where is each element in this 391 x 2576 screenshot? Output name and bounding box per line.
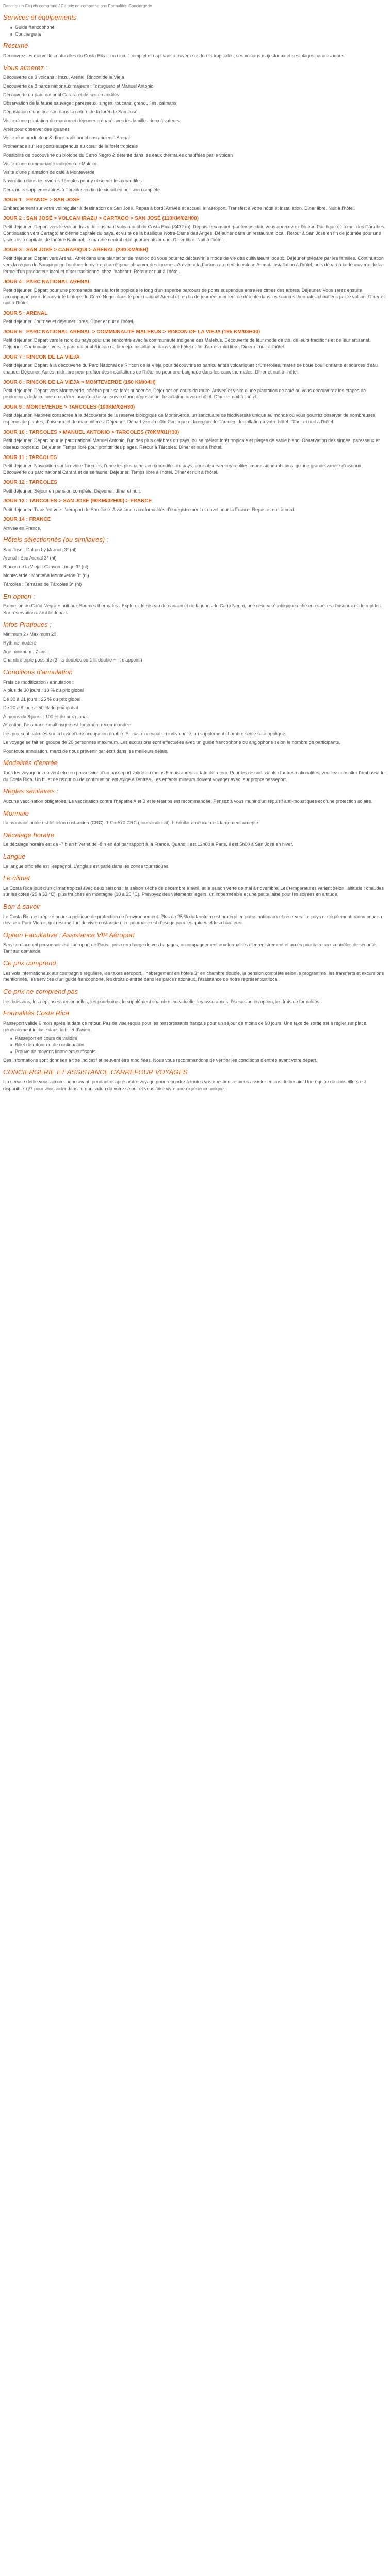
page-root <box>3 3 386 1092</box>
condition-extra: Le voyage se fait en groupe de 20 personnes maximum. Les excursions sont effectuées avec un guide francophone ou anglophone selon le nombre de participants. <box>3 739 340 745</box>
condition-item: À plus de 30 jours : 10 % du prix global <box>3 688 84 693</box>
day-text: Petit déjeuner. Départ vers Arenal. Arrêt dans une plantation de manioc où vous pourrez découvrir le mode de vie des cultivateurs locaux. Déjeuner préparé par les familles. Continuation vers la région de Sarapiqui en bordure de rivière et arrêt pour observer des iguanes. Arrivée à la Fortuna au pied du volcan Arenal. Installation à l'hôtel, puis départ à la découverte de la ferme d'un producteur local et dîner traditionnel chez l'habitant. Retour et nuit à l'hôtel. <box>3 256 384 274</box>
day-text: Embarquement sur votre vol régulier à destination de San José. Repas à bord. Arrivée et accueil à l'aéroport. Transfert à votre hôtel et installation. Dîner libre. Nuit à l'hôtel. <box>3 205 355 211</box>
hotel-item: Rincon de la Vieja : Canyon Lodge 3* (nl) <box>3 564 88 570</box>
day-text: Arrivée en France. <box>3 525 42 531</box>
day-text: Petit déjeuner. Départ à la découverte du Parc National de Rincon de la Vieja pour découvrir ses particularités volcaniques : fumerolles, mares de boue bouillonnante et sources d'eau chaude. Déjeuner. Après-midi libre pour profiter des installations de l'hôtel ou pour une baignade dans les eaux thermales. Dîner et nuit à l'hôtel. <box>3 363 378 375</box>
conditions-list <box>3 679 386 755</box>
day-title: JOUR 13 : TARCOLES > SAN JOSÉ (90KM/02H00) > FRANCE <box>3 498 152 504</box>
day-title: JOUR 3 : SAN JOSÉ > CARAPIQUI > ARENAL (230 KM/05H) <box>3 247 149 253</box>
day-title: JOUR 11 : TARCOLES <box>3 454 57 461</box>
langue-text: La langue officielle est l'espagnol. L'anglais est parlé dans les zones touristiques. <box>3 863 170 869</box>
option-text: Excursion au Caño Negro + nuit aux Sources thermales : Explorez le réseau de canaux et de lagunes de Caño Negro, une réserve écologique riche en espèces d'oiseaux et de reptiles. Sur réservation avant le départ. <box>3 603 382 615</box>
day-text: Petit déjeuner. Matinée consacrée à la découverte de la réserve biologique de Monteverde, un sanctuaire de biodiversité unique au monde où vous pourrez observer de nombreuses espèces de plantes, d'oiseaux et de mammifères. Déjeuner. Départ vers la côte Pacifique et la région de Tárcoles. Installation à votre hôtel. Dîner et nuit à l'hôtel. <box>3 413 376 425</box>
resume-title: Résumé <box>3 42 28 50</box>
vous-aimerez-item: Observation de la faune sauvage : paresseux, singes, toucans, grenouilles, caïmans <box>3 100 177 106</box>
day-title: JOUR 2 : SAN JOSÉ > VOLCAN IRAZU > CARTAGO > SAN JOSÉ (110KM/02H00) <box>3 215 199 222</box>
monnaie-title: Monnaie <box>3 809 29 817</box>
conditions-title: Conditions d'annulation <box>3 668 73 676</box>
day-text: Petit déjeuner. Départ vers Monteverde, célèbre pour sa forêt nuageuse. Déjeuner en cours de route. Arrivée et visite d'une plantation de café où vous découvrirez les étapes de production, de la culture du caféier jusqu'à la tasse, suivie d'une dégustation. Installation à votre hôtel. Dîner et nuit à l'hôtel. <box>3 387 366 400</box>
services-item: Conciergerie <box>10 31 386 38</box>
day-text: Petit déjeuner. Départ pour le parc national Manuel Antonio, l'un des plus célèbres du pays, où se mêlent forêt tropicale et plages de sable blanc. Observation des singes, paresseux et oiseaux tropicaux. Déjeuner. Temps libre pour profiter des plages. Retour à Tárcoles. Dîner et nuit à l'hôtel. <box>3 438 380 450</box>
hotel-item: San José : Dalton by Marriott 3* (nl) <box>3 547 77 552</box>
prestation-item: Rythme modéré <box>3 640 37 646</box>
formalites-title: Formalités Costa Rica <box>3 1009 69 1018</box>
day-text: Petit déjeuner. Départ pour une promenade dans la forêt tropicale le long d'un superbe parcours de ponts suspendus entre les cimes des arbres. Déjeuner. Vous serez ensuite accompagné pour découvrir le biotope du Cerro Negro dans le parc national Arenal et, en fin de journée, moment de détente dans les sources thermales chauffées par le volcan. Dîner et nuit à l'hôtel. <box>3 287 385 306</box>
vous-aimerez-item: Visite d'une plantation de café à Monteverde <box>3 170 95 175</box>
vip-option-text: Service d'accueil personnalisé à l'aéroport de Paris : prise en charge de vos bagages, accompagnement aux formalités d'enregistrement et accès prioritaire aux contrôles de sécurité. Tarif sur demande. <box>3 942 377 954</box>
day-title: JOUR 10 : TARCOLES > MANUEL ANTONIO > TARCOLES (70KM/01H30) <box>3 429 180 435</box>
prix-ne-comprend-text: Les boissons, les dépenses personnelles, les pourboires, le supplément chambre individuelle, les assurances, l'excursion en option, les frais de formalités. <box>3 998 321 1004</box>
bon-savoir-text: Le Costa Rica est réputé pour sa politique de protection de l'environnement. Plus de 25 % du territoire est protégé en parcs nationaux et réserves. Le pays est également connu pour sa devise « Pura Vida », qui résume l'art de vivre costaricien. Le pourboire est d'usage pour les guides et les chauffeurs. <box>3 913 382 926</box>
day-title: JOUR 6 : PARC NATIONAL ARENAL > COMMUNAUTÉ MALEKUS > RINCON DE LA VIEJA (195 KM/03H30) <box>3 329 260 335</box>
condition-item: Attention, l'assurance multirisque est fortement recommandée. <box>3 722 132 728</box>
day-title: JOUR 4 : PARC NATIONAL ARENAL <box>3 279 91 285</box>
langue-title: Langue <box>3 853 26 861</box>
vous-aimerez-item: Découverte de 2 parcs nationaux majeurs : Tortuguero et Manuel Antonio <box>3 83 154 89</box>
breadcrumb[interactable]: Description Ce prix comprend / Ce prix ne comprend pas Formalités Conciergerie <box>3 4 152 8</box>
vous-aimerez-item: Visite d'une communauté indigène de Maleku <box>3 161 97 166</box>
prix-comprend-text: Les vols internationaux sur compagnie régulière, les taxes aéroport, l'hébergement en hôtels 3* en chambre double, la pension complète selon le programme, les transferts et excursions mentionnés, les services d'un guide francophone, les droits d'entrée dans les parcs nationaux, l'assistance de notre représentant local. <box>3 970 384 982</box>
day-text: Petit déjeuner. Journée et déjeuner libres. Dîner et nuit à l'hôtel. <box>3 319 134 325</box>
day-title: JOUR 8 : RINCON DE LA VIEJA > MONTEVERDE (180 KM/04H) <box>3 379 156 385</box>
day-text: Petit déjeuner. Navigation sur la rivière Tárcoles, l'une des plus riches en crocodiles du pays, pour observer ces reptiles impressionnants ainsi qu'une grande variété d'oiseaux. Découverte du parc national Carara et de sa faune. Déjeuner. Temps libre à l'hôtel. Dîner et nuit à l'hôtel. <box>3 463 363 475</box>
day-text: Petit déjeuner. Départ vers le nord du pays pour une rencontre avec la communauté indigène des Malekus. Découverte de leur mode de vie, de leurs traditions et de leur artisanat. Déjeuner. Continuation vers le parc national Rincon de la Vieja. Installation dans votre hôtel et fin d'après-midi libre. Dîner et nuit à l'hôtel. <box>3 337 371 350</box>
condition-item: De 20 à 8 jours : 50 % du prix global <box>3 705 78 710</box>
hotels-title: Hôtels sélectionnés (ou similaires) : <box>3 536 109 544</box>
hotel-item: Tárcoles : Terrazas de Tárcoles 3* (nl) <box>3 581 82 587</box>
conciergerie-text: Un service dédié vous accompagne avant, pendant et après votre voyage pour répondre à toutes vos questions et vous assister en cas de besoin. Une équipe de conseillers est disponible 7j/7 pour vous aider dans l'organisation de votre séjour et vous faire vivre une expérience unique. <box>3 1079 366 1091</box>
decalage-text: Le décalage horaire est de -7 h en hiver et de -8 h en été par rapport à la France. Quand il est 12h00 à Paris, il est 5h00 à San José en hiver. <box>3 842 294 848</box>
services-item: Guide francophone <box>10 24 386 31</box>
day-title: JOUR 1 : FRANCE > SAN JOSÉ <box>3 197 80 203</box>
prix-comprend-title: Ce prix comprend <box>3 959 56 968</box>
decalage-title: Décalage horaire <box>3 831 55 839</box>
condition-item: Frais de modification / annulation : <box>3 679 74 685</box>
vous-aimerez-item: Découverte de 3 volcans : Irazu, Arenal, Rincon de la Vieja <box>3 75 124 80</box>
services-title: Services et équipements <box>3 13 77 22</box>
regles-title: Règles sanitaires : <box>3 787 58 795</box>
formalites-list <box>10 1035 386 1055</box>
day-text: Petit déjeuner. Transfert vers l'aéroport de San José. Assistance aux formalités d'enregistrement et envol pour la France. Repas et nuit à bord. <box>3 506 296 512</box>
day-text: Petit déjeuner. Séjour en pension complète. Déjeuner, dîner et nuit. <box>3 488 141 494</box>
vous-aimerez-item: Découverte du parc national Carara et de ses crocodiles <box>3 92 119 97</box>
day-title: JOUR 14 : FRANCE <box>3 517 51 523</box>
formalites-text: Passeport valide 6 mois après la date de retour. Pas de visa requis pour les ressortissants français pour un séjour de moins de 90 jours. Une taxe de sortie est à régler sur place, généralement incluse dans le billet d'avion. <box>3 1020 368 1032</box>
prestations-title: Infos Pratiques : <box>3 620 52 629</box>
modalites-text: Tous les voyageurs doivent être en possession d'un passeport valide au moins 6 mois après la date de retour. Pour les ressortissants d'autres nationalités, veuillez consulter l'ambassade du Costa Rica. Un billet de retour ou de continuation est exigé à l'entrée. Les enfants mineurs doivent voyager avec leur propre passeport. <box>3 770 385 782</box>
day-title: JOUR 5 : ARENAL <box>3 311 48 317</box>
condition-item: De 30 à 21 jours : 25 % du prix global <box>3 697 81 702</box>
option-title: En option : <box>3 592 36 600</box>
vous-aimerez-item: Promenade sur les ponts suspendus au cœur de la forêt tropicale <box>3 144 138 149</box>
hotels-list <box>3 547 386 588</box>
hotel-item: Arenal : Eco Arenal 3* (nl) <box>3 555 57 561</box>
hotel-item: Monteverde : Montaña Monteverde 3* (nl) <box>3 573 89 579</box>
vip-option-title: Option Facultative : Assistance VIP Aéroport <box>3 931 135 939</box>
vous-aimerez-item: Dégustation d'une boisson dans la nature de la forêt de San José <box>3 109 138 115</box>
itinerary <box>3 197 386 532</box>
vous-aimerez-item: Arrêt pour observer des iguanes <box>3 126 70 132</box>
climat-text: Le Costa Rica jouit d'un climat tropical avec deux saisons : la saison sèche de décembre à avril, et la saison verte de mai à novembre. Les températures varient selon l'altitude : chaudes sur les côtes (25 à 33 °C), plus fraîches en montagne (10 à 25 °C). Prévoyez des vêtements légers, un imperméable et une petite laine pour les soirées en altitude. <box>3 885 384 897</box>
conciergerie-title: CONCIERGERIE ET ASSISTANCE CARREFOUR VOYAGES <box>3 1068 188 1076</box>
prestation-item: Age minimum : 7 ans <box>3 649 47 654</box>
modalites-title: Modalités d'entrée <box>3 759 58 767</box>
prestation-item: Minimum 2 / Maximum 20 <box>3 631 57 637</box>
day-title: JOUR 9 : MONTEVERDE > TARCOLES (100KM/02H30) <box>3 404 135 411</box>
vous-aimerez-item: Visite d'une plantation de manioc et déjeuner préparé avec les familles de cultivateurs <box>3 117 180 123</box>
formalites-item: Preuve de moyens financiers suffisants <box>10 1048 386 1055</box>
condition-extra: Pour toute annulation, merci de nous prévenir par écrit dans les meilleurs délais. <box>3 748 169 754</box>
formalites-item: Passeport en cours de validité <box>10 1035 386 1042</box>
prix-ne-comprend-title: Ce prix ne comprend pas <box>3 988 78 996</box>
day-text: Petit déjeuner. Départ vers le volcan Irazu, le plus haut volcan actif du Costa Rica (3432 m). Depuis le sommet, par temps clair, vous apercevrez l'océan Pacifique et la mer des Caraïbes. Continuation vers Cartago, ancienne capitale du pays, et visite de la basilique Notre-Dame des Anges. Déjeuner dans un restaurant local. Retour à San José en fin de journée pour une visite de la capitale : le théâtre National, le marché central et le quartier historique. Dîner libre. Nuit à l'hôtel. <box>3 224 386 243</box>
bon-savoir-title: Bon à savoir <box>3 903 41 911</box>
vous-aimerez-item: Navigation dans les rivières Tárcoles pour y observer les crocodiles <box>3 178 142 184</box>
resume-text: Découvrez les merveilles naturelles du Costa Rica : un circuit complet et captivant à travers ses forêts tropicales, ses volcans majestueux et ses plages paradisiaques. <box>3 53 346 58</box>
regles-text: Aucune vaccination obligatoire. La vaccination contre l'hépatite A et B et le tétanos est recommandée. Pensez à vous munir d'un répulsif anti-moustiques et d'une protection solaire. <box>3 798 373 804</box>
day-title: JOUR 12 : TARCOLES <box>3 480 57 486</box>
prestation-item: Chambre triple possible (3 lits doubles ou 1 lit double + lit d'appoint) <box>3 657 142 663</box>
prestations-list <box>3 631 386 664</box>
services-list <box>10 24 386 38</box>
vous-aimerez-title: Vous aimerez : <box>3 63 48 72</box>
vous-aimerez-item: Possibilité de découverte du biotope du Cerro Negro & détente dans les eaux thermales chauffées par le volcan <box>3 152 233 158</box>
vous-aimerez-item: Deux nuits supplémentaires à Tárcoles en fin de circuit en pension complète <box>3 187 160 192</box>
day-title: JOUR 7 : RINCON DE LA VIEJA <box>3 354 80 360</box>
formalites-note: Ces informations sont données à titre indicatif et peuvent être modifiées. Nous vous recommandons de vérifier les conditions d'entrée avant votre départ. <box>3 1057 318 1063</box>
monnaie-text: La monnaie locale est le colón costaricien (CRC). 1 € ≈ 570 CRC (cours indicatif). Le dollar américain est largement accepté. <box>3 820 260 826</box>
vous-aimerez-list <box>3 74 386 193</box>
formalites-item: Billet de retour ou de continuation <box>10 1042 386 1048</box>
condition-extra: Les prix sont calculés sur la base d'une occupation double. En cas d'occupation individuelle, un supplément chambre seule sera appliqué. <box>3 731 287 737</box>
condition-item: À moins de 8 jours : 100 % du prix global <box>3 714 88 719</box>
climat-title: Le climat <box>3 874 30 883</box>
vous-aimerez-item: Visite d'un producteur & dîner traditionnel costaricien à Arenal <box>3 135 130 141</box>
